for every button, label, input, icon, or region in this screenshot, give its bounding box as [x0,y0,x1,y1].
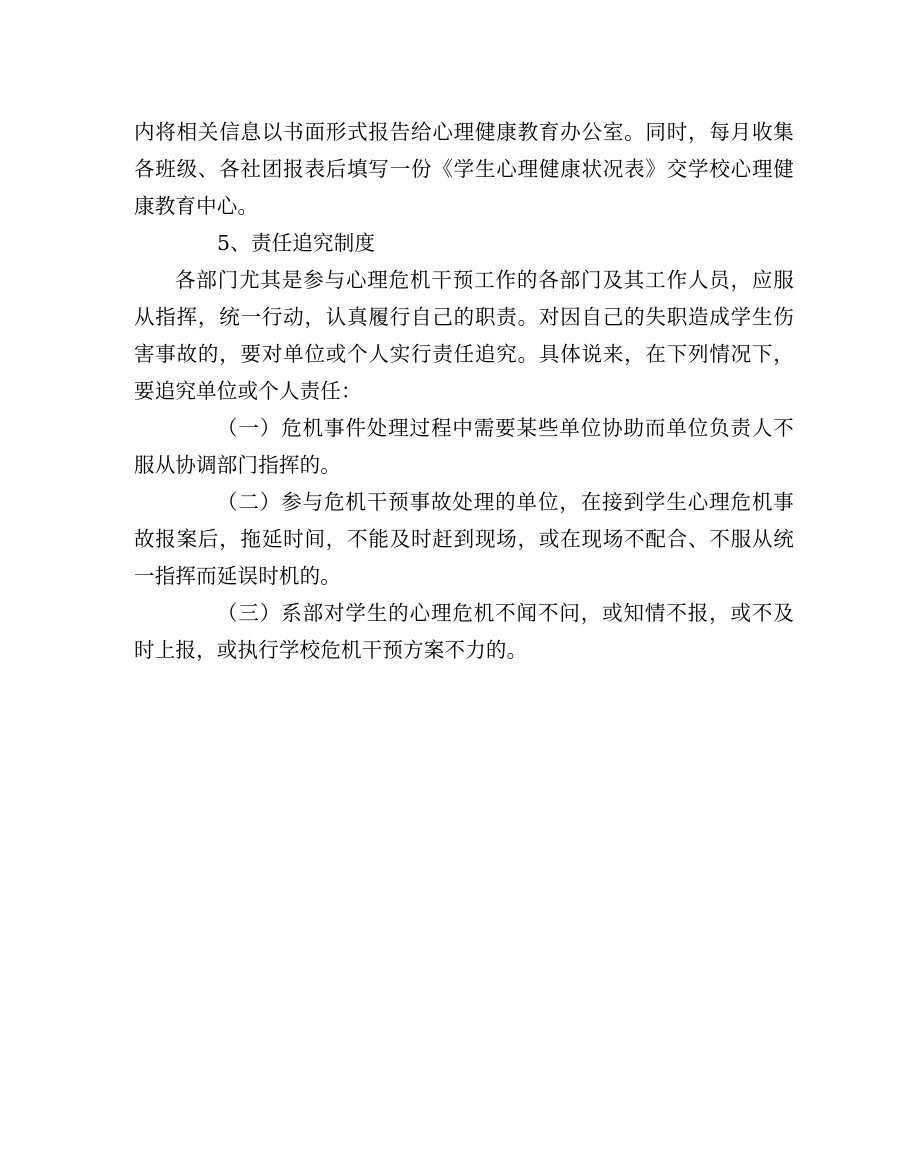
paragraph-continuation: 内将相关信息以书面形式报告给心理健康教育办公室。同时，每月收集各班级、各社团报表后填写一份《学生心理健康状况表》交学校心理健康教育中心。 [134,120,794,218]
paragraph-responsibility-intro: 各部门尤其是参与心理危机干预工作的各部门及其工作人员，应服从指挥，统一行动，认真履行自己的职责。对因自己的失职造成学生伤害事故的，要对单位或个人实行责任追究。具体说来，在下列情况下，要追究单位或个人责任： [134,268,794,403]
section-heading-responsibility: 5、责任追究制度 [217,231,376,255]
list-item-three: （三）系部对学生的心理危机不闻不问，或知情不报，或不及时上报，或执行学校危机干预方案不力的。 [134,601,794,662]
list-item-one: （一）危机事件处理过程中需要某些单位协助而单位负责人不服从协调部门指挥的。 [134,416,794,477]
list-item-two: （二）参与危机干预事故处理的单位，在接到学生心理危机事故报案后，拖延时间，不能及时赶到现场，或在现场不配合、不服从统一指挥而延误时机的。 [134,490,794,588]
document-body [134,114,794,669]
